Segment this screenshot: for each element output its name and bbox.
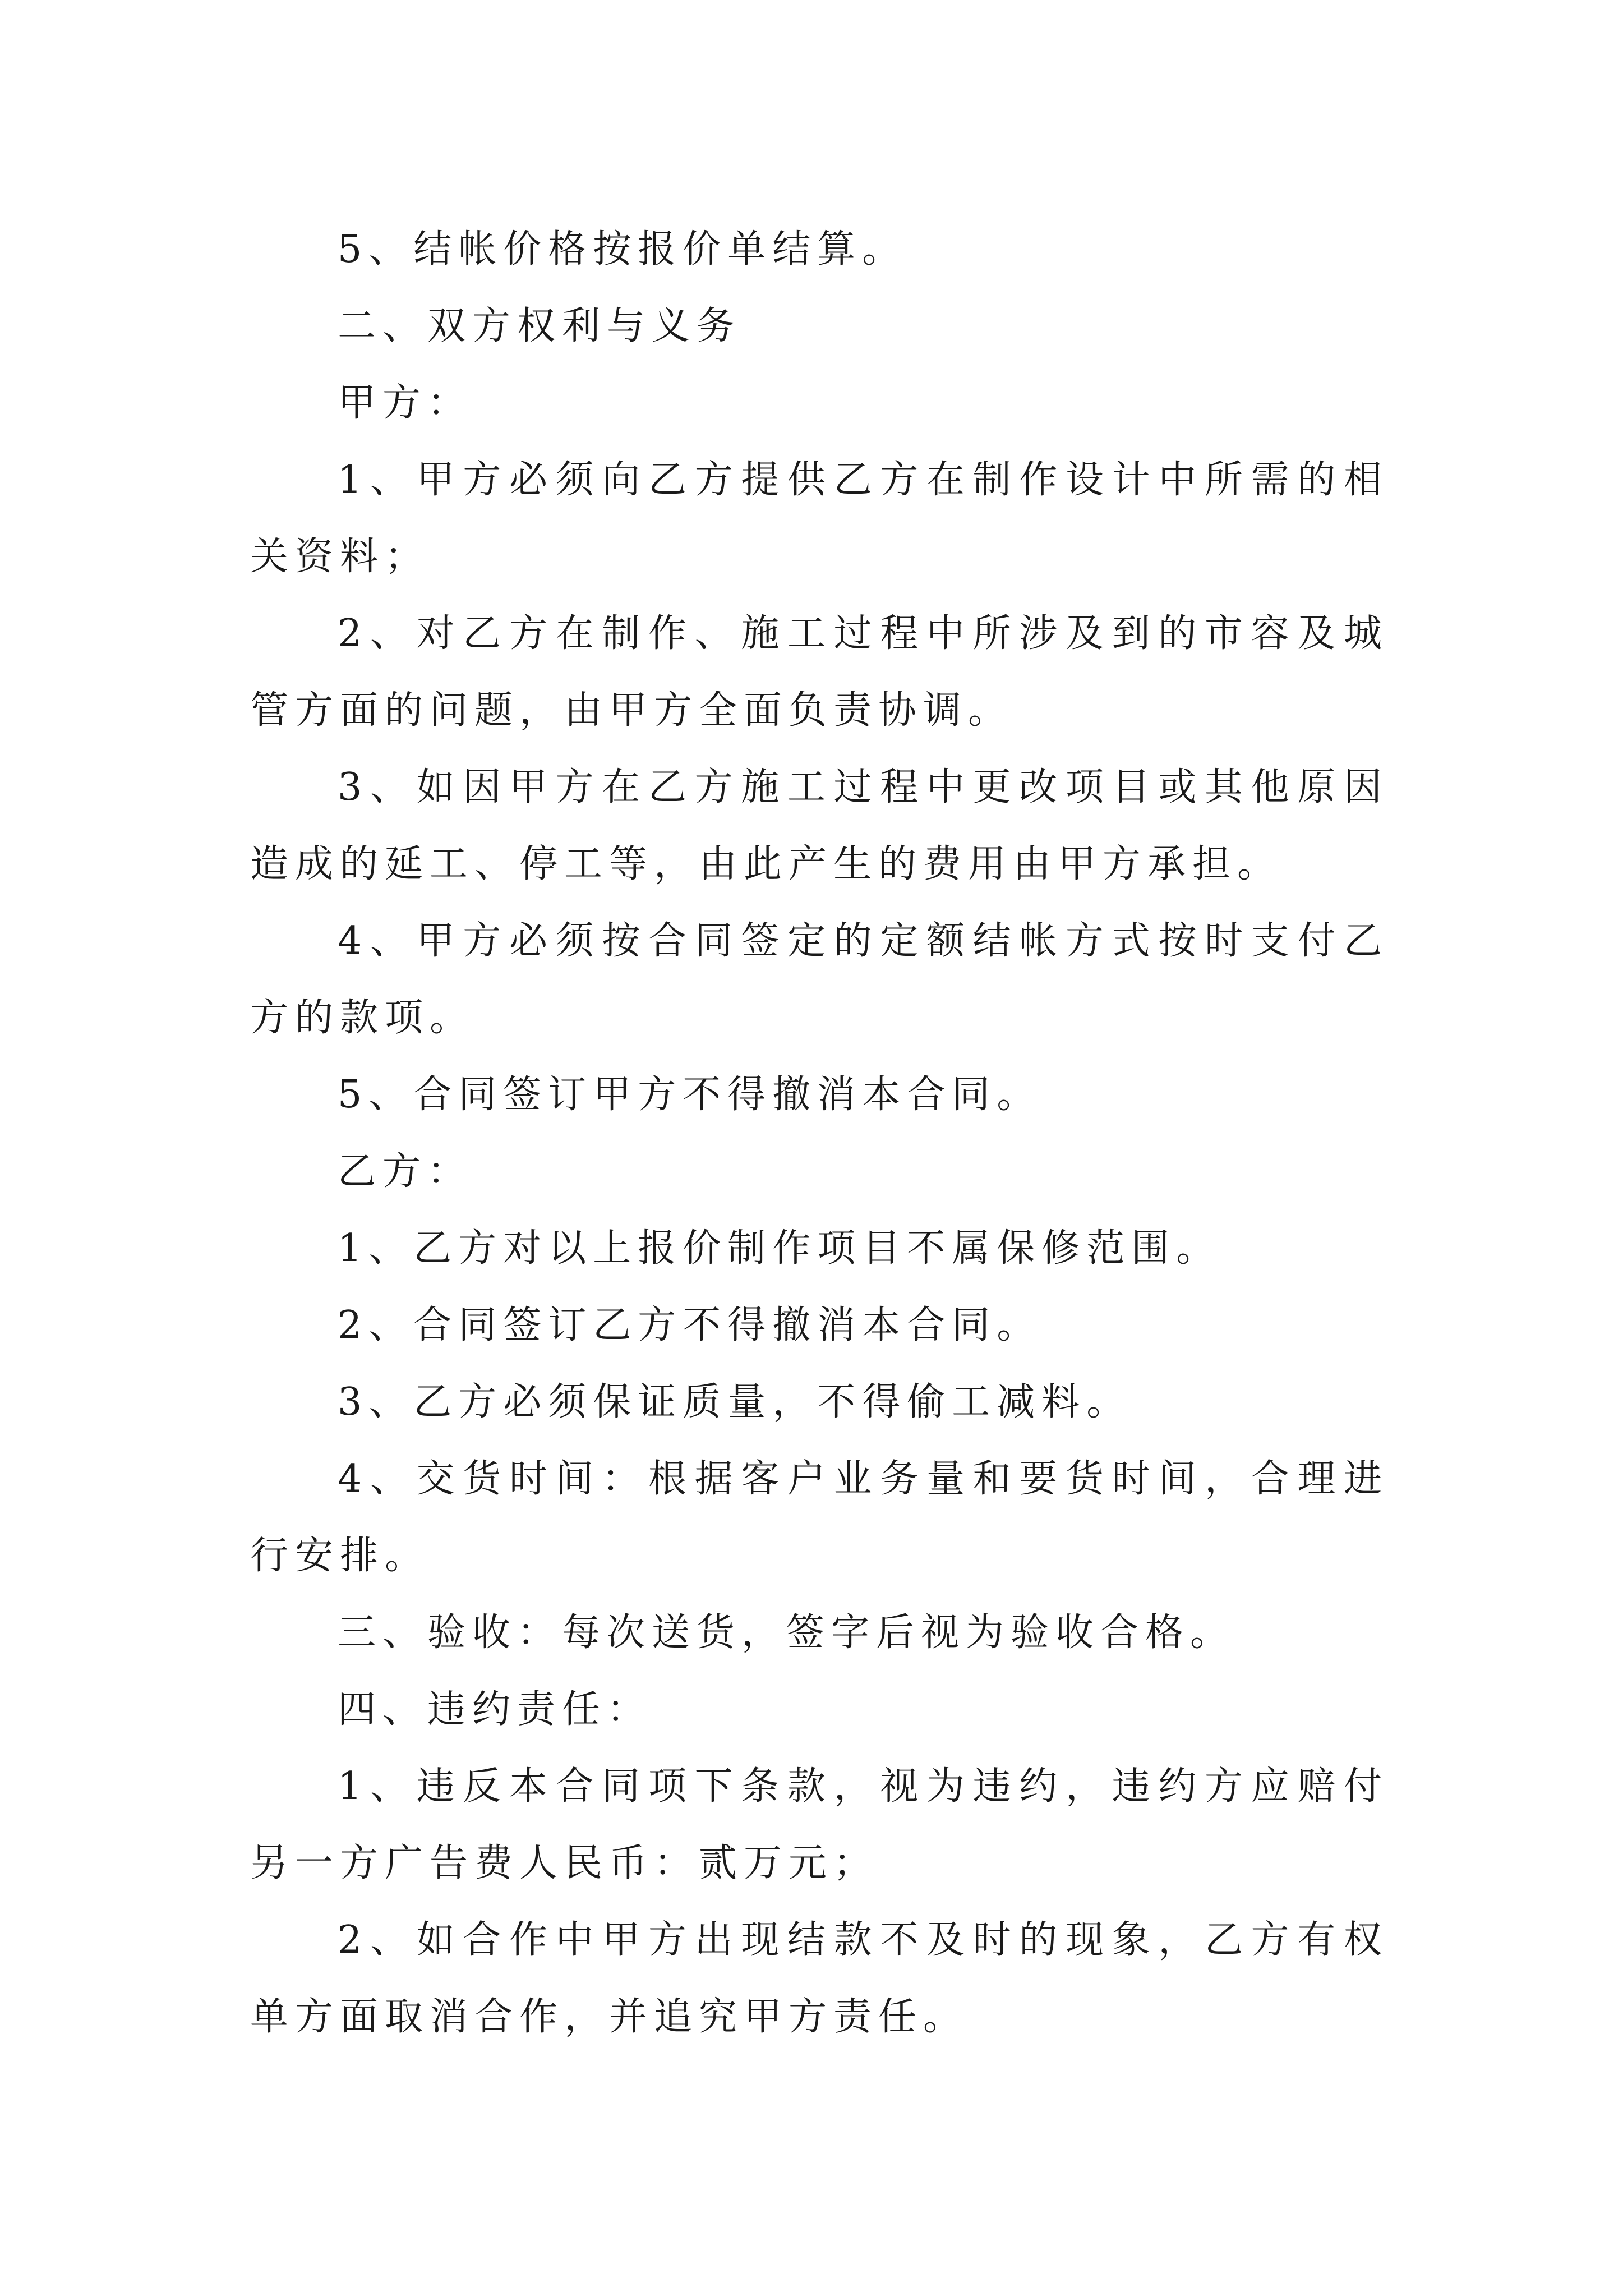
liability-clause-2: 2、如合作中甲方出现结款不及时的现象，乙方有权单方面取消合作，并追究甲方责任。 (250, 1918, 1389, 2039)
party-b-heading: 乙方： (338, 1149, 473, 1194)
section-heading-acceptance: 三、验收：每次送货，签字后视为验收合格。 (338, 1611, 1235, 1655)
party-a-clause-3: 3、如因甲方在乙方施工过程中更改项目或其他原因造成的延工、停工等，由此产生的费用由甲方承担。 (250, 765, 1389, 886)
party-b-clause-4: 4、交货时间：根据客户业务量和要货时间，合理进行安排。 (250, 1457, 1389, 1578)
party-a-heading: 甲方： (338, 381, 473, 425)
party-a-clause-1: 1、甲方必须向乙方提供乙方在制作设计中所需的相关资料； (250, 458, 1389, 579)
party-b-clause-2: 2、合同签订乙方不得撤消本合同。 (338, 1303, 1042, 1347)
party-a-clause-4: 4、甲方必须按合同签定的定额结帐方式按时支付乙方的款项。 (250, 919, 1389, 1040)
paragraph-settlement-price: 5、结帐价格按报价单结算。 (338, 227, 907, 272)
section-heading-liability: 四、违约责任： (338, 1687, 652, 1732)
party-a-clause-5: 5、合同签订甲方不得撤消本合同。 (338, 1073, 1042, 1117)
party-b-clause-1: 1、乙方对以上报价制作项目不属保修范围。 (338, 1226, 1221, 1271)
party-b-clause-3: 3、乙方必须保证质量，不得偷工减料。 (338, 1380, 1132, 1424)
liability-clause-1: 1、违反本合同项下条款，视为违约，违约方应赔付另一方广告费人民币：贰万元； (250, 1764, 1389, 1885)
party-a-clause-2: 2、对乙方在制作、施工过程中所涉及到的市容及城管方面的问题，由甲方全面负责协调。 (250, 611, 1389, 733)
section-heading-rights-obligations: 二、双方权利与义务 (338, 304, 742, 348)
document-body (250, 211, 1389, 2055)
